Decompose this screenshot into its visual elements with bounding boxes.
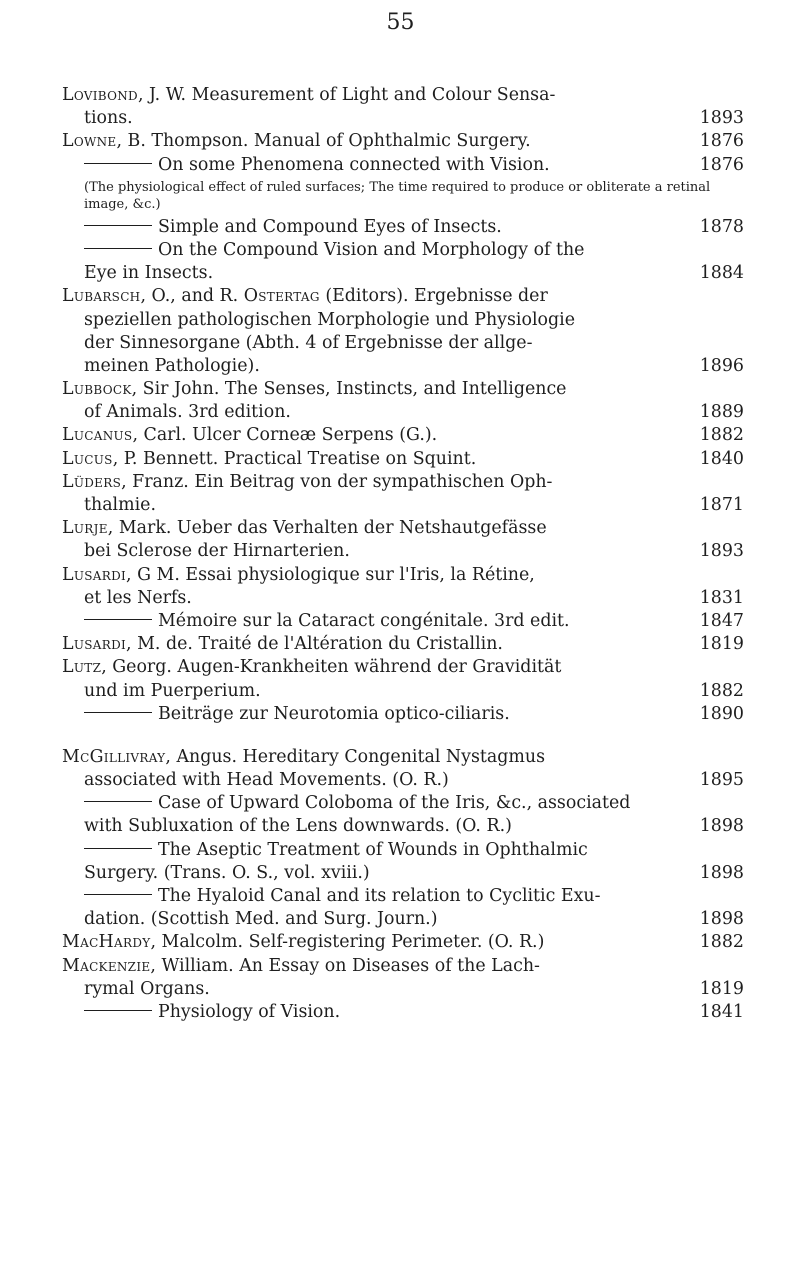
entry-line [62,355,744,378]
entry-line [62,1001,744,1024]
bibliography-entry [62,448,744,471]
entry-line [62,769,744,792]
entry-line [62,309,744,332]
entry-line [62,610,744,633]
entry-line [62,978,744,1001]
entry-text: der Sinnesorgane (Abth. 4 of Ergebnisse der allge- [84,332,533,353]
entry-line [62,84,744,107]
entry-line [62,471,744,494]
entry-year: 1876 [699,131,744,152]
entry-line [62,955,744,978]
entry-line [62,540,744,563]
bibliography-entry [62,216,744,239]
author-name: Ostertag [243,286,320,307]
entry-year: 1841 [699,1001,744,1022]
entry-line [62,633,744,656]
author-name: Lovibond [62,85,138,105]
entry-text: Simple and Compound Eyes of Insects. [158,216,502,237]
entry-text: The Hyaloid Canal and its relation to Cyclitic Exu- [158,886,601,906]
author-name: Lüders [62,471,122,492]
entry-text: , P. Bennett. Practical Treatise on Squint. [112,448,477,469]
bibliography-entry [62,792,744,838]
entry-line [62,216,744,239]
bibliography-entry [62,703,744,726]
entry-line [62,285,744,308]
entry-text: , Georg. Augen-Krankheiten während der Gravidität [101,657,562,678]
bibliography-entry [62,610,744,633]
bibliography-entry [62,656,744,702]
bibliography-entry [62,285,744,378]
author-name: Lurje [62,518,108,539]
author-name: Lutz [62,657,102,678]
entry-text: , Malcolm. Self-registering Perimeter. (O. R.) [150,932,545,953]
entry-text: , Carl. Ulcer Corneæ Serpens (G.). [132,425,438,446]
entry-text: (Editors). Ergebnisse der [319,286,548,307]
entry-text: Surgery. (Trans. O. S., vol. xviii.) [84,862,370,883]
entry-year: 1898 [699,909,744,930]
entry-text: The Aseptic Treatment of Wounds in Ophthalmic [158,839,588,860]
entry-line [62,262,744,285]
author-name: Lowne [62,131,117,152]
entry-note: (The physiological effect of ruled surfaces; The time required to produce or obliterate a retinal image, &c.) [84,179,711,212]
entry-text: Case of Upward Coloboma of the Iris, &c., associated [158,793,631,814]
ditto-dash [84,163,152,164]
entry-text: , Angus. Hereditary Congenital Nystagmus [165,746,545,767]
entry-line [62,448,744,471]
entry-text: speziellen pathologischen Morphologie und Physiologie [84,309,575,330]
entry-text: tions. [84,108,133,129]
bibliography-entry [62,746,744,792]
author-name: Lucus [62,448,113,469]
entry-year: 1898 [699,862,744,883]
entry-year: 1895 [699,770,744,791]
entry-year: 1893 [699,108,744,129]
entry-year: 1840 [699,448,744,469]
entry-text: meinen Pathologie). [84,355,260,376]
ditto-dash [84,894,152,895]
page-number: 55 [386,10,415,35]
entry-year: 1890 [699,703,744,724]
entry-line [62,401,744,424]
entry-line [62,517,744,540]
bibliography-list [62,84,744,1024]
entry-line [62,908,744,931]
bibliography-entry [62,471,744,517]
entry-line [62,703,744,726]
entry-line [62,746,744,769]
author-name: Lubarsch [62,286,141,307]
bibliography-entry [62,84,744,130]
entry-line [62,885,744,908]
bibliography-entry [62,517,744,563]
entry-text: und im Puerperium. [84,680,261,701]
entry-text: On the Compound Vision and Morphology of the [158,239,585,260]
entry-year: 1882 [699,680,744,701]
author-name: Lusardi [62,564,127,585]
entry-year: 1878 [699,216,744,237]
entry-text: rymal Organs. [84,978,210,999]
entry-line [62,587,744,610]
entry-text: associated with Head Movements. (O. R.) [84,770,449,791]
ditto-dash [84,1010,152,1011]
entry-year: 1819 [699,634,744,655]
bibliography-entry [62,154,744,213]
entry-year: 1889 [699,402,744,423]
entry-line [62,792,744,815]
bibliography-entry [62,424,744,447]
bibliography-entry [62,931,744,954]
entry-year: 1882 [699,932,744,953]
author-name: Mackenzie [62,955,151,976]
entry-line [62,130,744,153]
entry-text: dation. (Scottish Med. and Surg. Journ.) [84,909,438,930]
bibliography-entry [62,564,744,610]
entry-text: , O., and R. [140,286,244,307]
ditto-dash [84,248,152,249]
entry-text: thalmie. [84,495,156,515]
entry-line [62,424,744,447]
bibliography-entry [62,955,744,1001]
entry-year: 1871 [699,495,744,515]
entry-text: , Mark. Ueber das Verhalten der Netshautgefässe [107,518,547,539]
entry-line [62,154,744,177]
entry-text: , J. W. Measurement of Light and Colour Sensa- [137,85,556,105]
entry-line [62,239,744,262]
bibliography-entry [62,885,744,931]
entry-text: Mémoire sur la Cataract congénitale. 3rd edit. [158,610,570,631]
entry-line [62,564,744,587]
author-name: Lusardi [62,634,127,655]
bibliography-entry [62,378,744,424]
entry-year: 1882 [699,425,744,446]
author-name: Lubbock [62,379,132,400]
entry-text: Eye in Insects. [84,263,214,284]
entry-line [62,862,744,885]
entry-line [62,332,744,355]
ditto-dash [84,619,152,620]
entry-year: 1896 [699,355,744,376]
ditto-dash [84,848,152,849]
bibliography-entry [62,239,744,285]
entry-line [62,931,744,954]
entry-year: 1884 [699,263,744,284]
entry-text: On some Phenomena connected with Vision. [158,154,550,175]
entry-year: 1847 [699,610,744,631]
bibliography-entry [62,633,744,656]
entry-text: Physiology of Vision. [158,1001,341,1022]
bibliography-entry [62,1001,744,1024]
entry-year: 1831 [699,587,744,608]
entry-text: Beiträge zur Neurotomia optico-ciliaris. [158,703,510,724]
entry-text: with Subluxation of the Lens downwards. (O. R.) [84,816,512,837]
entry-text: , Sir John. The Senses, Instincts, and Intelligence [131,379,567,400]
ditto-dash [84,225,152,226]
author-name: Lucanus [62,425,133,446]
entry-line [62,815,744,838]
ditto-dash [84,712,152,713]
entry-line [62,656,744,679]
entry-text: , B. Thompson. Manual of Ophthalmic Surgery. [116,131,531,152]
ditto-dash [84,801,152,802]
entry-line [62,494,744,517]
entry-text: , M. de. Traité de l'Altération du Cristallin. [126,634,503,655]
entry-line [62,378,744,401]
entry-year: 1893 [699,541,744,562]
entry-year: 1819 [699,978,744,999]
bibliography-entry [62,130,744,153]
author-name: MacHardy [62,932,151,953]
bibliography-entry [62,839,744,885]
entry-line [62,107,744,130]
entry-year: 1876 [699,154,744,175]
entry-text: , G M. Essai physiologique sur l'Iris, la Rétine, [126,564,535,585]
entry-year: 1898 [699,816,744,837]
entry-text: , Franz. Ein Beitrag von der sympathischen Oph- [121,471,553,492]
entry-text: et les Nerfs. [84,587,192,608]
author-name: McGillivray [62,746,166,767]
entry-line [62,839,744,862]
entry-text: , William. An Essay on Diseases of the Lach- [150,955,540,976]
entry-text: of Animals. 3rd edition. [84,402,291,423]
entry-text: bei Sclerose der Hirnarterien. [84,541,350,562]
entry-line [62,680,744,703]
